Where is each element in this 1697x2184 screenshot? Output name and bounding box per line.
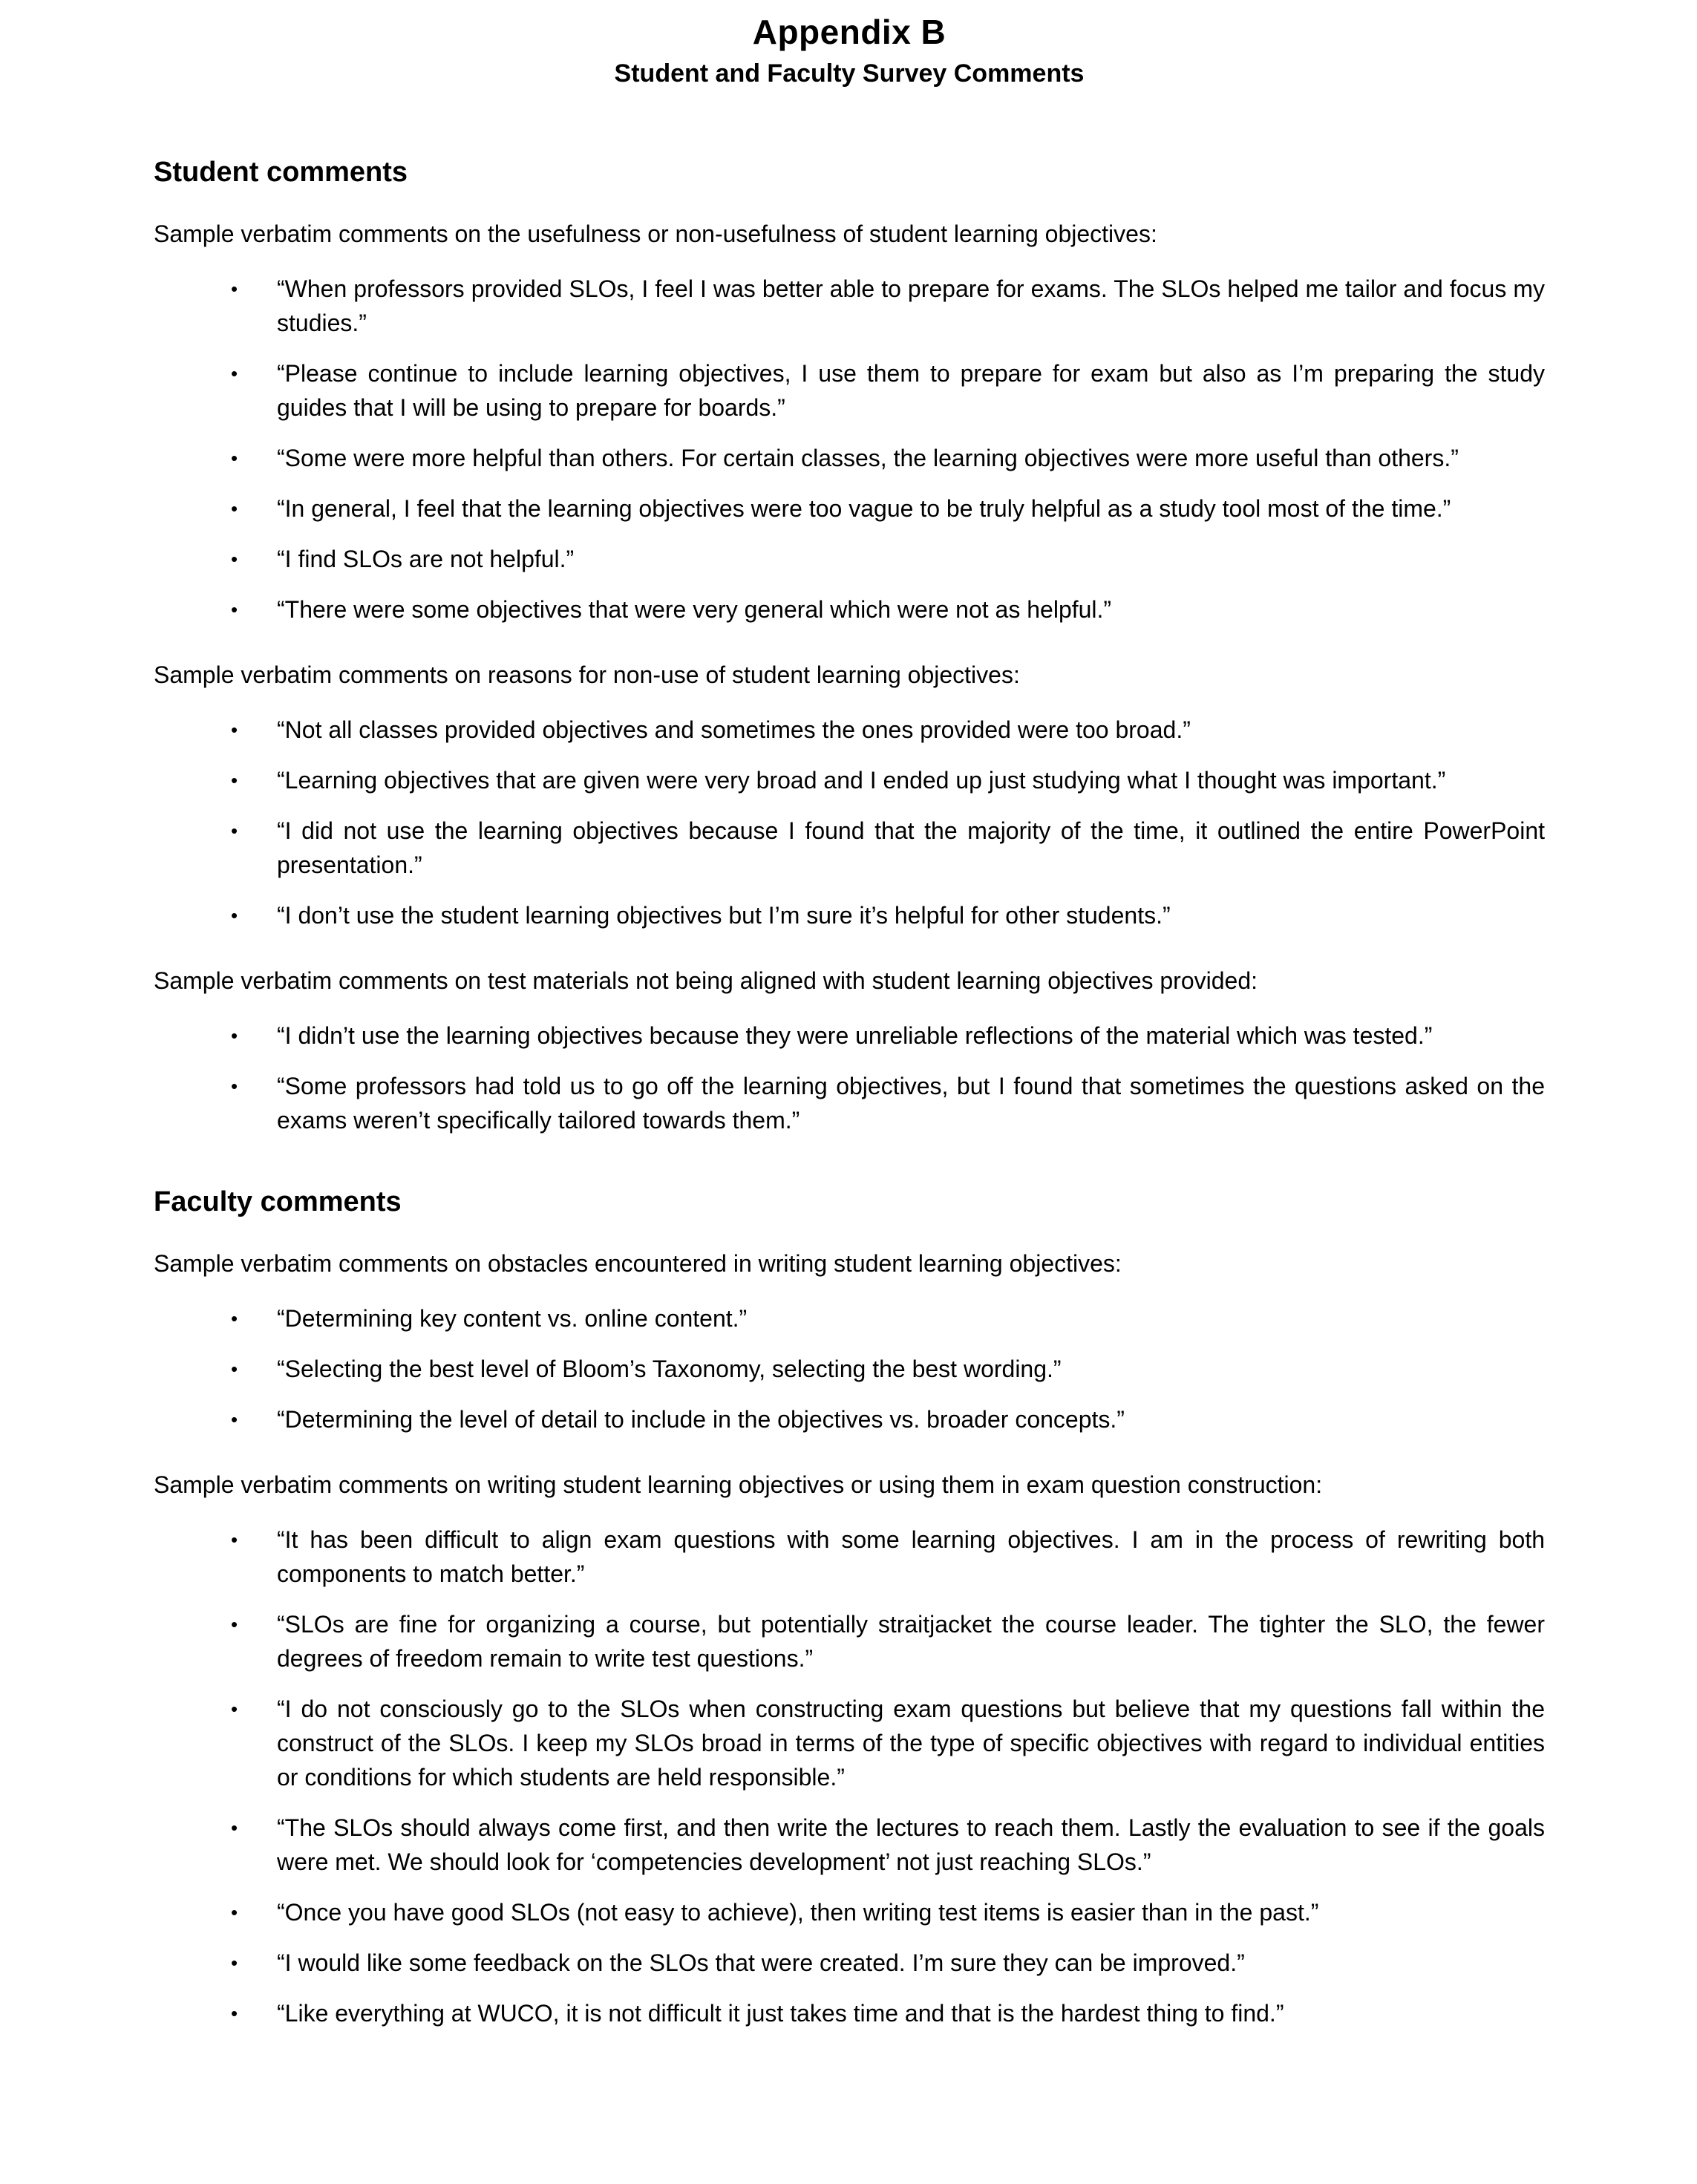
comment-text: “There were some objectives that were very general which were not as helpful.” (277, 596, 1112, 623)
comment-text: “I find SLOs are not helpful.” (277, 546, 575, 572)
page-subtitle: Student and Faculty Survey Comments (614, 59, 1085, 88)
list-item (154, 1523, 1545, 1591)
bullet-icon: • (231, 1952, 238, 1974)
comment-text: “I do not consciously go to the SLOs when constructing exam questions but believe that my questions fall within the construct of the SLOs. I keep my SLOs broad in terms of the type of specific objectives with regard to individual entities or conditions for which students are held responsible.” (277, 1696, 1545, 1791)
list-item (154, 1301, 1545, 1335)
comment-text: “The SLOs should always come first, and then write the lectures to reach them. Lastly the evaluation to see if the goals were met. We should look for ‘competencies development’ not just reaching SLOs.” (277, 1814, 1545, 1875)
comment-text: “It has been difficult to align exam questions with some learning objectives. I am in the process of rewriting both components to match better.” (277, 1526, 1545, 1587)
comment-text: “Determining the level of detail to include in the objectives vs. broader concepts.” (277, 1406, 1125, 1433)
list-item (154, 1607, 1545, 1675)
section-groups (154, 217, 1545, 1137)
comment-text: “Once you have good SLOs (not easy to achieve), then writing test items is easier than in the past.” (277, 1899, 1319, 1926)
list-item (154, 763, 1545, 797)
bullet-list (154, 1301, 1545, 1436)
bullet-icon: • (231, 1408, 238, 1431)
bullet-list (154, 1523, 1545, 2030)
list-item (154, 441, 1545, 475)
comment-text: “SLOs are fine for organizing a course, but potentially straitjacket the course leader. The tighter the SLO, the fewer degrees of freedom remain to write test questions.” (277, 1611, 1545, 1672)
bullet-list (154, 1019, 1545, 1137)
comment-text: “When professors provided SLOs, I feel I was better able to prepare for exams. The SLOs helped me tailor and focus my studies.” (277, 275, 1545, 336)
bullet-icon: • (231, 820, 238, 842)
bullet-icon: • (231, 1075, 238, 1097)
section-heading: Faculty comments (154, 1186, 402, 1217)
comment-text: “Please continue to include learning objectives, I use them to prepare for exam but also as I’m preparing the study guides that I will be using to prepare for boards.” (277, 360, 1545, 421)
bullet-icon: • (231, 1307, 238, 1330)
list-item (154, 898, 1545, 932)
list-item (154, 1402, 1545, 1436)
list-item (154, 592, 1545, 627)
comment-group (154, 1246, 1545, 1436)
bullet-icon: • (231, 1358, 238, 1380)
comment-text: “I would like some feedback on the SLOs that were created. I’m sure they can be improved.” (277, 1949, 1245, 1976)
section-groups (154, 1246, 1545, 2030)
bullet-list (154, 713, 1545, 932)
bullet-icon: • (231, 904, 238, 926)
bullet-icon: • (231, 769, 238, 791)
comment-group (154, 658, 1545, 932)
bullet-icon: • (231, 447, 238, 469)
group-lead-text: Sample verbatim comments on test materials not being aligned with student learning objectives provided: (154, 967, 1258, 994)
bullet-icon: • (231, 278, 238, 300)
sections-container (154, 157, 1545, 2030)
comment-text: “Selecting the best level of Bloom’s Taxonomy, selecting the best wording.” (277, 1356, 1062, 1382)
bullet-icon: • (231, 362, 238, 385)
bullet-icon: • (231, 1024, 238, 1047)
comment-group (154, 217, 1545, 627)
bullet-icon: • (231, 1529, 238, 1551)
bullet-icon: • (231, 497, 238, 520)
list-item (154, 356, 1545, 425)
comment-text: “Some were more helpful than others. For certain classes, the learning objectives were more useful than others.” (277, 445, 1459, 471)
bullet-icon: • (231, 1613, 238, 1635)
list-item (154, 1895, 1545, 1929)
comment-text: “I did not use the learning objectives because I found that the majority of the time, it outlined the entire PowerPoint presentation.” (277, 817, 1545, 878)
list-item (154, 1946, 1545, 1980)
page-title: Appendix B (752, 13, 946, 51)
list-item (154, 713, 1545, 747)
comment-text: “In general, I feel that the learning objectives were too vague to be truly helpful as a study tool most of the time.” (277, 495, 1451, 522)
bullet-icon: • (231, 1901, 238, 1923)
group-lead-text: Sample verbatim comments on writing student learning objectives or using them in exam question construction: (154, 1471, 1323, 1498)
group-lead-text: Sample verbatim comments on the usefulness or non-usefulness of student learning objectives: (154, 220, 1157, 247)
list-item (154, 1352, 1545, 1386)
bullet-icon: • (231, 1817, 238, 1839)
group-lead-text: Sample verbatim comments on obstacles encountered in writing student learning objectives: (154, 1250, 1122, 1277)
bullet-icon: • (231, 2002, 238, 2024)
list-item (154, 272, 1545, 340)
comment-group (154, 964, 1545, 1137)
list-item (154, 1996, 1545, 2030)
bullet-icon: • (231, 719, 238, 741)
comment-text: “Determining key content vs. online content.” (277, 1305, 748, 1332)
bullet-icon: • (231, 548, 238, 570)
comments-section (154, 157, 1545, 1137)
list-item (154, 491, 1545, 526)
list-item (154, 1692, 1545, 1794)
bullet-icon: • (231, 598, 238, 621)
comment-text: “I didn’t use the learning objectives because they were unreliable reflections of the material which was tested.” (277, 1022, 1433, 1049)
comment-group (154, 1468, 1545, 2030)
comment-text: “Learning objectives that are given were very broad and I ended up just studying what I thought was important.” (277, 767, 1446, 794)
section-heading: Student comments (154, 157, 408, 188)
list-item (154, 814, 1545, 882)
comment-text: “I don’t use the student learning objectives but I’m sure it’s helpful for other students.” (277, 902, 1171, 929)
list-item (154, 1811, 1545, 1879)
bullet-icon: • (231, 1698, 238, 1720)
list-item (154, 1069, 1545, 1137)
list-item (154, 1019, 1545, 1053)
comment-text: “Not all classes provided objectives and sometimes the ones provided were too broad.” (277, 716, 1191, 743)
comments-section (154, 1186, 1545, 2030)
list-item (154, 542, 1545, 576)
bullet-list (154, 272, 1545, 627)
group-lead-text: Sample verbatim comments on reasons for non-use of student learning objectives: (154, 661, 1020, 688)
comment-text: “Like everything at WUCO, it is not difficult it just takes time and that is the hardest thing to find.” (277, 2000, 1284, 2027)
comment-text: “Some professors had told us to go off the learning objectives, but I found that sometimes the questions asked on the exams weren’t specifically tailored towards them.” (277, 1073, 1545, 1134)
